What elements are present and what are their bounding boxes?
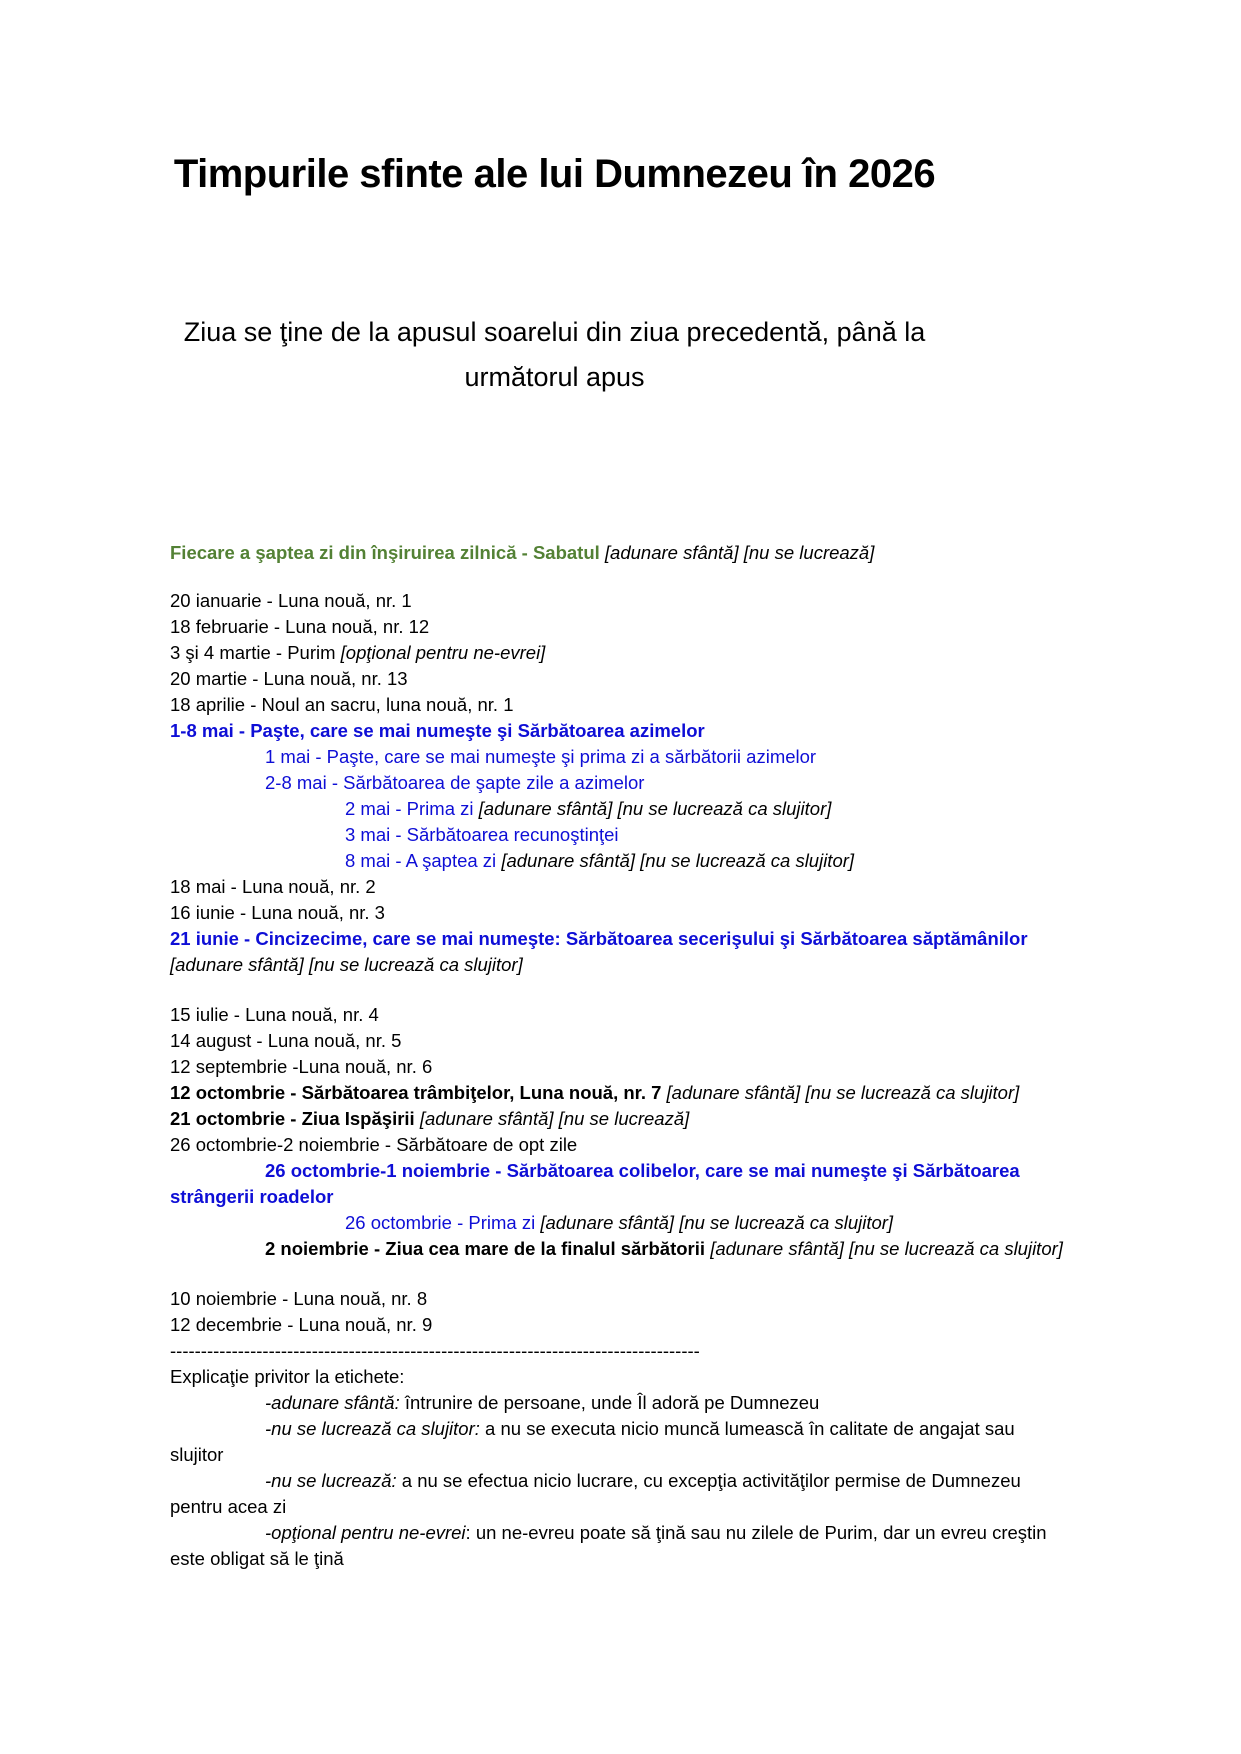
explanation-item: -nu se lucrează ca slujitor: a nu se executa nicio muncă lumească în calitate de angajat sau slujitor: [170, 1418, 1015, 1465]
list-item-text: 21 iunie - Cincizecime, care se mai numeşte: Sărbătoarea secerişului şi Sărbătoarea săptămânilor: [170, 928, 1028, 949]
list-item: [170, 1028, 1071, 1054]
list-item-text: 2-8 mai - Sărbătoarea de şapte zile a azimelor: [265, 772, 645, 793]
list-item: [170, 718, 1071, 744]
list-item-text: 14 august - Luna nouă, nr. 5: [170, 1030, 402, 1051]
list-item: [170, 666, 1071, 692]
explanations-heading: Explicaţie privitor la etichete:: [170, 1366, 405, 1387]
list-item: [170, 770, 1071, 796]
separator-line: --------------------------------------------------------------------------------------: [170, 1340, 700, 1361]
list-item: [170, 1132, 1071, 1158]
list-item-text: 26 octombrie-2 noiembrie - Sărbătoare de opt zile: [170, 1134, 578, 1155]
list-item: [170, 1080, 1071, 1106]
section-heading-labels: [adunare sfântă] [nu se lucrează]: [604, 542, 875, 563]
list-item: [170, 640, 1071, 666]
list-item-text: 12 octombrie - Sărbătoarea trâmbiţelor, Luna nouă, nr. 7: [170, 1082, 662, 1103]
explanation-item: -nu se lucrează: a nu se efectua nicio lucrare, cu excepţia activităţilor permise de Dumnezeu pentru acea zi: [170, 1470, 1021, 1517]
list-item-text: 21 octombrie - Ziua Ispăşirii: [170, 1108, 415, 1129]
list-item-text: 2 noiembrie - Ziua cea mare de la finalul sărbătorii: [265, 1238, 706, 1259]
list-item-text: 26 octombrie-1 noiembrie - Sărbătoarea colibelor, care se mai numeşte şi Sărbătoarea strângerii roadelor: [170, 1160, 1020, 1207]
list-item-text: 12 decembrie - Luna nouă, nr. 9: [170, 1314, 433, 1335]
explanation-term: -opţional pentru ne-evrei: [265, 1522, 466, 1543]
list-item-text: 20 ianuarie - Luna nouă, nr. 1: [170, 590, 412, 611]
list-item-text: 10 noiembrie - Luna nouă, nr. 8: [170, 1288, 428, 1309]
list-item: [170, 1236, 1071, 1262]
list-item: [170, 874, 1071, 900]
explanation-term: -adunare sfântă:: [265, 1392, 400, 1413]
list-item-text: 1-8 mai - Paşte, care se mai numeşte şi Sărbătoarea azimelor: [170, 720, 705, 741]
document-subtitle: Ziua se ţine de la apusul soarelui din ziua precedentă, până la următorul apus: [183, 317, 926, 392]
list-item-labels: [adunare sfântă] [nu se lucrează ca slujitor]: [501, 850, 855, 871]
list-item-text: 16 iunie - Luna nouă, nr. 3: [170, 902, 385, 923]
list-item: [170, 848, 1071, 874]
list-item: [170, 744, 1071, 770]
list-item: [170, 822, 1071, 848]
list-item-text: 3 şi 4 martie - Purim: [170, 642, 336, 663]
list-item-labels: [adunare sfântă] [nu se lucrează ca slujitor]: [540, 1212, 894, 1233]
list-item: [170, 692, 1071, 718]
list-item: [170, 1106, 1071, 1132]
list-item-labels: [adunare sfântă] [nu se lucrează ca slujitor]: [478, 798, 832, 819]
list-item: [170, 1312, 1071, 1338]
explanation-term: -nu se lucrează:: [265, 1470, 397, 1491]
list-item: [170, 1210, 1071, 1236]
list-item: [170, 1286, 1071, 1312]
list-item-text: 15 iulie - Luna nouă, nr. 4: [170, 1004, 379, 1025]
document-title: Timpurile sfinte ale lui Dumnezeu în 2026: [173, 152, 936, 196]
list-item: [170, 1054, 1071, 1080]
explanation-term: -nu se lucrează ca slujitor:: [265, 1418, 480, 1439]
list-item: [170, 588, 1071, 614]
list-item: [170, 900, 1071, 926]
list-item-text: 18 februarie - Luna nouă, nr. 12: [170, 616, 430, 637]
list-item-labels: [adunare sfântă] [nu se lucrează ca slujitor]: [710, 1238, 1063, 1259]
list-item: [170, 1002, 1071, 1028]
list-item-text: 8 mai - A şaptea zi: [345, 850, 497, 871]
list-item-text: 20 martie - Luna nouă, nr. 13: [170, 668, 408, 689]
explanations-list: [170, 1390, 1071, 1572]
list-item-text: 12 septembrie -Luna nouă, nr. 6: [170, 1056, 433, 1077]
list-item-labels: [opţional pentru ne-evrei]: [340, 642, 546, 663]
explanation-item: -opţional pentru ne-evrei: un ne-evreu poate să ţină sau nu zilele de Purim, dar un evreu creştin este obligat să le ţină: [170, 1522, 1047, 1569]
explanation-item: -adunare sfântă: întrunire de persoane, unde Îl adoră pe Dumnezeu: [265, 1392, 820, 1413]
list-item-text: 1 mai - Paşte, care se mai numeşte şi prima zi a sărbătorii azimelor: [265, 746, 817, 767]
section-heading: [170, 540, 1071, 566]
list-item-text: 26 octombrie - Prima zi: [345, 1212, 536, 1233]
section-heading-text: Fiecare a şaptea zi din înşiruirea zilnică - Sabatul: [170, 542, 600, 563]
list-item-text: 18 mai - Luna nouă, nr. 2: [170, 876, 376, 897]
list-item-text: 2 mai - Prima zi: [345, 798, 474, 819]
list-item: [170, 926, 1071, 978]
list-item-labels: [adunare sfântă] [nu se lucrează ca slujitor]: [170, 954, 523, 975]
list-item: [170, 614, 1071, 640]
list-item-text: 3 mai - Sărbătoarea recunoştinţei: [345, 824, 619, 845]
list-item: [170, 796, 1071, 822]
list-item-labels: [adunare sfântă] [nu se lucrează ca slujitor]: [666, 1082, 1020, 1103]
list-item-labels: [adunare sfântă] [nu se lucrează]: [419, 1108, 690, 1129]
list-item-text: 18 aprilie - Noul an sacru, luna nouă, nr. 1: [170, 694, 514, 715]
holiday-list: [170, 588, 1071, 1338]
list-item: [170, 1158, 1071, 1210]
